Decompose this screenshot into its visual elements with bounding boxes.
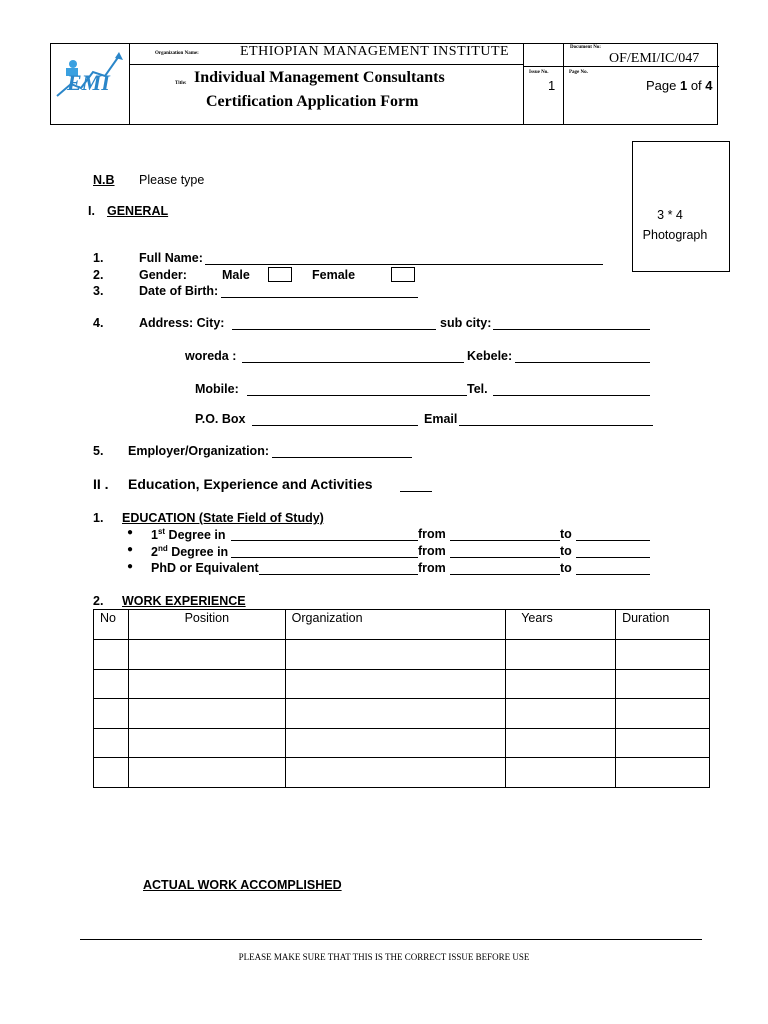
page-number: Page 1 of 4 bbox=[646, 78, 713, 93]
column-header-duration: Duration bbox=[616, 610, 710, 640]
actual-work-title: ACTUAL WORK ACCOMPLISHED bbox=[143, 878, 342, 892]
degree-2-label: 2nd Degree in bbox=[151, 544, 229, 560]
note-text: Please type bbox=[139, 173, 205, 187]
table-cell[interactable] bbox=[94, 728, 129, 758]
gender-male-label: Male bbox=[222, 268, 250, 282]
column-header-no: No bbox=[94, 610, 129, 640]
table-cell[interactable] bbox=[506, 669, 616, 699]
table-cell[interactable] bbox=[616, 699, 710, 729]
po-box-field[interactable] bbox=[252, 425, 418, 426]
full-name-label: Full Name: bbox=[139, 251, 203, 265]
item-number: 3. bbox=[93, 284, 104, 298]
table-cell[interactable] bbox=[128, 758, 285, 788]
svg-text:EMI: EMI bbox=[67, 70, 110, 95]
section-2-underline bbox=[400, 491, 432, 492]
gender-male-checkbox[interactable] bbox=[268, 267, 292, 282]
table-cell[interactable] bbox=[94, 640, 129, 670]
tel-label: Tel. bbox=[467, 382, 488, 396]
degree-1-field[interactable] bbox=[231, 540, 418, 541]
item-number: 2. bbox=[93, 594, 104, 608]
degree-1-label: 1st Degree in bbox=[151, 527, 226, 543]
woreda-label: woreda : bbox=[185, 349, 237, 363]
table-cell[interactable] bbox=[128, 640, 285, 670]
column-header-years: Years bbox=[506, 610, 616, 640]
degree-1-from-field[interactable] bbox=[450, 540, 560, 541]
table-cell[interactable] bbox=[616, 758, 710, 788]
phd-to-field[interactable] bbox=[576, 574, 650, 575]
table-cell[interactable] bbox=[128, 699, 285, 729]
table-cell[interactable] bbox=[506, 728, 616, 758]
gender-female-checkbox[interactable] bbox=[391, 267, 415, 282]
item-number: 4. bbox=[93, 316, 104, 330]
tel-field[interactable] bbox=[493, 395, 650, 396]
sub-city-label: sub city: bbox=[440, 316, 492, 330]
footer-rule bbox=[80, 939, 702, 940]
note-label: N.B bbox=[93, 173, 115, 187]
from-label: from bbox=[418, 544, 446, 558]
issue-number: 1 bbox=[548, 78, 556, 93]
full-name-field[interactable] bbox=[205, 264, 603, 265]
to-label: to bbox=[560, 527, 572, 541]
degree-2-from-field[interactable] bbox=[450, 557, 560, 558]
work-experience-title: WORK EXPERIENCE bbox=[122, 594, 246, 608]
bullet: ● bbox=[127, 561, 134, 572]
email-field[interactable] bbox=[459, 425, 653, 426]
degree-1-to-field[interactable] bbox=[576, 540, 650, 541]
work-experience-table bbox=[93, 609, 710, 788]
bullet: ● bbox=[127, 527, 134, 538]
form-title-line2: Certification Application Form bbox=[206, 93, 419, 110]
table-row bbox=[94, 758, 710, 788]
section-1-title: GENERAL bbox=[107, 204, 169, 218]
table-cell[interactable] bbox=[285, 669, 506, 699]
section-2-number: II . bbox=[93, 476, 109, 492]
table-cell[interactable] bbox=[128, 669, 285, 699]
table-cell[interactable] bbox=[506, 640, 616, 670]
table-cell[interactable] bbox=[506, 758, 616, 788]
gender-female-label: Female bbox=[312, 268, 356, 282]
table-cell[interactable] bbox=[285, 758, 506, 788]
table-cell[interactable] bbox=[285, 699, 506, 729]
document-number: OF/EMI/IC/047 bbox=[609, 51, 700, 66]
footer-note: PLEASE MAKE SURE THAT THIS IS THE CORRECT ISSUE BEFORE USE bbox=[238, 952, 530, 962]
kebele-field[interactable] bbox=[515, 362, 650, 363]
table-row bbox=[94, 669, 710, 699]
table-cell[interactable] bbox=[506, 699, 616, 729]
item-number: 1. bbox=[93, 511, 104, 525]
phd-label: PhD or Equivalent bbox=[151, 561, 259, 575]
education-title: EDUCATION (State Field of Study) bbox=[122, 511, 324, 525]
form-title-line1: Individual Management Consultants bbox=[194, 69, 445, 86]
column-header-organization: Organization bbox=[285, 610, 506, 640]
bullet: ● bbox=[127, 544, 134, 555]
org-name: ETHIOPIAN MANAGEMENT INSTITUTE bbox=[240, 44, 510, 59]
phd-field[interactable] bbox=[259, 574, 418, 575]
city-field[interactable] bbox=[232, 329, 436, 330]
degree-2-field[interactable] bbox=[231, 557, 418, 558]
page-number-label: Page No. bbox=[569, 70, 588, 75]
table-row bbox=[94, 728, 710, 758]
table-cell[interactable] bbox=[285, 640, 506, 670]
item-number: 5. bbox=[93, 444, 104, 458]
document-header bbox=[50, 43, 718, 125]
section-2-title: Education, Experience and Activities bbox=[128, 476, 373, 492]
table-cell[interactable] bbox=[128, 728, 285, 758]
table-cell[interactable] bbox=[285, 728, 506, 758]
address-city-label: Address: City: bbox=[139, 316, 225, 330]
photo-label: Photograph bbox=[642, 228, 708, 242]
table-cell[interactable] bbox=[616, 669, 710, 699]
table-cell[interactable] bbox=[94, 699, 129, 729]
kebele-label: Kebele: bbox=[467, 349, 513, 363]
dob-field[interactable] bbox=[221, 297, 418, 298]
to-label: to bbox=[560, 561, 572, 575]
table-row bbox=[94, 699, 710, 729]
from-label: from bbox=[418, 561, 446, 575]
woreda-field[interactable] bbox=[242, 362, 464, 363]
column-header-position: Position bbox=[128, 610, 285, 640]
mobile-label: Mobile: bbox=[195, 382, 239, 396]
title-label: Title: bbox=[175, 81, 187, 86]
phd-from-field[interactable] bbox=[450, 574, 560, 575]
to-label: to bbox=[560, 544, 572, 558]
table-cell[interactable] bbox=[94, 758, 129, 788]
degree-2-to-field[interactable] bbox=[576, 557, 650, 558]
table-row bbox=[94, 640, 710, 670]
employer-label: Employer/Organization: bbox=[128, 444, 269, 458]
section-1-number: I. bbox=[88, 204, 95, 218]
mobile-field[interactable] bbox=[247, 395, 467, 396]
photo-size: 3 * 4 bbox=[657, 208, 683, 222]
photograph-box[interactable] bbox=[632, 141, 730, 272]
table-cell[interactable] bbox=[94, 669, 129, 699]
gender-label: Gender: bbox=[139, 268, 187, 282]
table-header-row bbox=[94, 610, 710, 640]
table-cell[interactable] bbox=[616, 640, 710, 670]
employer-field[interactable] bbox=[272, 457, 412, 458]
issue-number-label: Issue No. bbox=[529, 70, 549, 75]
org-name-label: Organization Name: bbox=[155, 51, 199, 56]
table-cell[interactable] bbox=[616, 728, 710, 758]
emi-logo bbox=[53, 48, 127, 104]
item-number: 1. bbox=[93, 251, 104, 265]
email-label: Email bbox=[424, 412, 458, 426]
from-label: from bbox=[418, 527, 446, 541]
dob-label: Date of Birth: bbox=[139, 284, 219, 298]
po-box-label: P.O. Box bbox=[195, 412, 246, 426]
item-number: 2. bbox=[93, 268, 104, 282]
document-number-label: Document No: bbox=[570, 45, 601, 50]
sub-city-field[interactable] bbox=[493, 329, 650, 330]
